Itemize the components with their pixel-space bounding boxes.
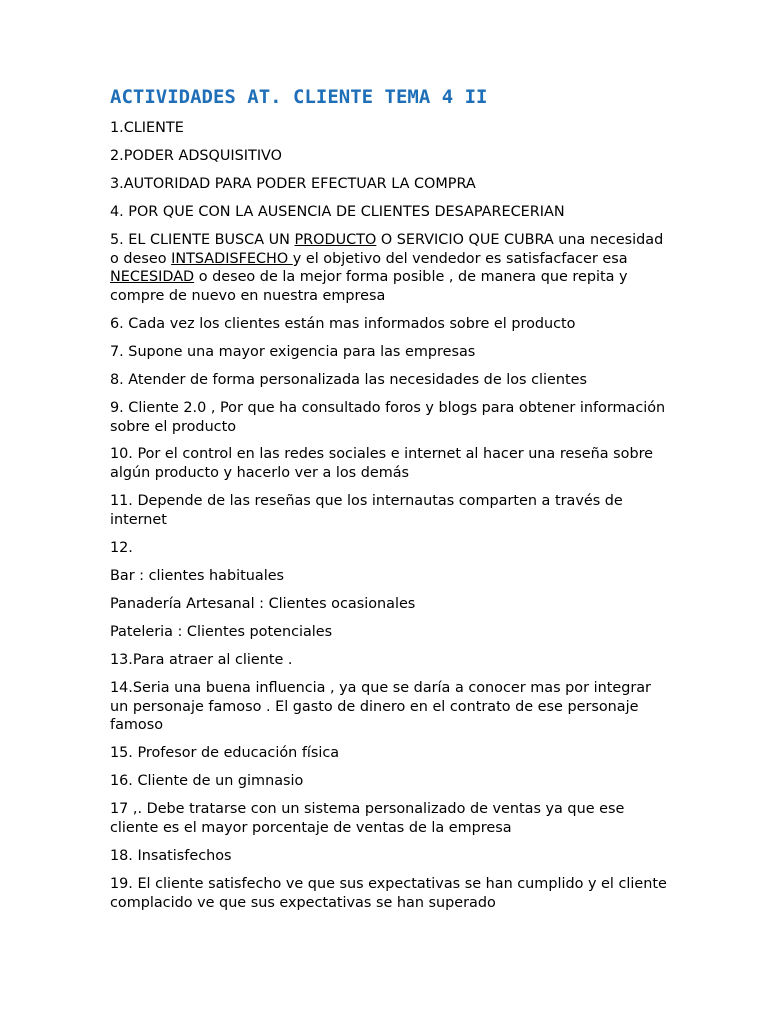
answer-5-text: o deseo de la mejor forma posible , de manera que repita y compre de nuevo en nuestra empresa	[110, 269, 628, 304]
answer-5-underlined-intsadisfecho: INTSADISFECHO	[171, 250, 293, 267]
answer-16: 16. Cliente de un gimnasio	[110, 773, 304, 789]
answer-4: 4. POR QUE CON LA AUSENCIA DE CLIENTES DESAPARECERIAN	[110, 204, 565, 220]
answer-17: 17 ,. Debe tratarse con un sistema personalizado de ventas ya que ese cliente es el mayor porcentaje de ventas de la empresa	[110, 801, 625, 836]
answer-5-text: y el objetivo del vendedor es satisfacfacer esa	[292, 250, 628, 267]
answer-5-text: O SERVICIO QUE CUBRA una necesidad o deseo	[110, 232, 664, 267]
answer-10: 10. Por el control en las redes sociales e internet al hacer una reseña sobre algún producto y hacerlo ver a los demás	[110, 446, 654, 481]
document-title: ACTIVIDADES AT. CLIENTE TEMA 4 II	[110, 86, 488, 108]
answer-12-panaderia: Panadería Artesanal : Clientes ocasionales	[110, 596, 416, 612]
answer-15: 15. Profesor de educación física	[110, 745, 340, 761]
answer-2: 2.PODER ADSQUISITIVO	[110, 148, 282, 164]
answer-5-underlined-producto: PRODUCTO	[294, 232, 377, 248]
answer-14: 14.Seria una buena influencia , ya que se daría a conocer mas por integrar un personaje famoso . El gasto de dinero en el contrato de ese personaje famoso	[110, 680, 651, 734]
answer-3: 3.AUTORIDAD PARA PODER EFECTUAR LA COMPRA	[110, 176, 476, 192]
answer-8: 8. Atender de forma personalizada las necesidades de los clientes	[110, 372, 587, 388]
answer-18: 18. Insatisfechos	[110, 848, 232, 864]
answer-5-underlined-necesidad: NECESIDAD	[110, 269, 195, 286]
answer-12-pateleria: Pateleria : Clientes potenciales	[110, 624, 333, 640]
answer-1: 1.CLIENTE	[110, 120, 184, 136]
answer-5	[110, 231, 670, 305]
answer-6: 6. Cada vez los clientes están mas informados sobre el producto	[110, 316, 576, 332]
answer-5-text: 5. EL CLIENTE BUSCA UN	[110, 232, 295, 248]
answer-13: 13.Para atraer al cliente .	[110, 652, 293, 668]
answer-19: 19. El cliente satisfecho ve que sus expectativas se han cumplido y el cliente complacido ve que sus expectativas se han superado	[110, 876, 667, 911]
answer-12: 12.	[110, 540, 133, 556]
answer-11: 11. Depende de las reseñas que los internautas comparten a través de internet	[110, 493, 623, 528]
answer-7: 7. Supone una mayor exigencia para las empresas	[110, 344, 476, 360]
answer-9: 9. Cliente 2.0 , Por que ha consultado foros y blogs para obtener información sobre el producto	[110, 400, 666, 435]
answer-12-bar: Bar : clientes habituales	[110, 568, 285, 584]
